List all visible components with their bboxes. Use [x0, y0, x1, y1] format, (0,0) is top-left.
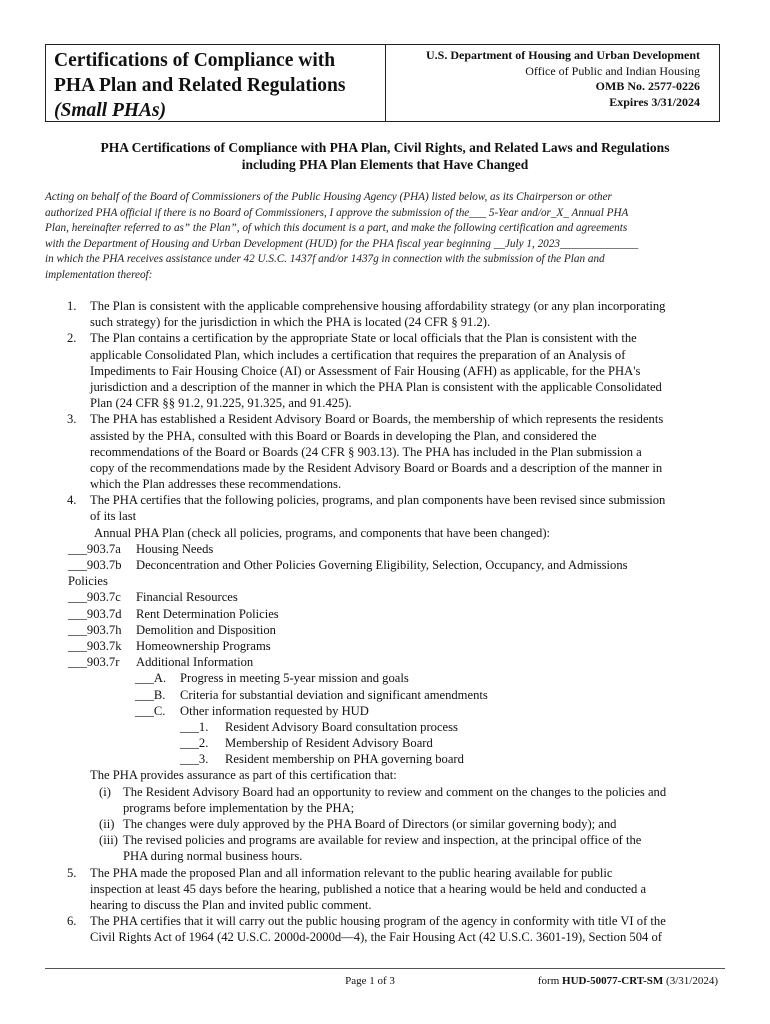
assurance-marker: (i) — [99, 784, 111, 799]
intro-line: Acting on behalf of the Board of Commissioners of the Public Housing Agency (PHA) listed below, as its Chairperson or other — [45, 191, 612, 203]
document-title-line1: PHA Certifications of Compliance with PHA Plan, Civil Rights, and Related Laws and Regulations — [100, 140, 670, 155]
document-title-line2: including PHA Plan Elements that Have Changed — [241, 157, 529, 172]
form-title-line2: PHA Plan and Related Regulations — [54, 75, 346, 96]
certification-list — [45, 298, 735, 946]
assurance-text: programs before implementation by the PHA; — [123, 800, 355, 815]
item-text: assisted by the PHA, consulted with this Board or Boards in developing the Plan, and considered the — [90, 428, 597, 443]
checklist-item-903-7c — [45, 589, 735, 605]
checklist-item-903-7k — [45, 638, 735, 654]
checklist-label: Progress in meeting 5-year mission and goals — [180, 671, 409, 686]
checkbox-blank[interactable]: ___1. — [180, 719, 209, 734]
item-text: copy of the recommendations made by the Resident Advisory Board or Boards and a description of the manner in — [90, 460, 663, 475]
item-number: 6. — [67, 914, 77, 929]
form-title-line1: Certifications of Compliance with — [54, 50, 336, 71]
omb-number: OMB No. 2577-0226 — [595, 79, 700, 93]
checklist-label: Rent Determination Policies — [136, 606, 279, 621]
checkbox-blank[interactable]: ___B. — [135, 687, 166, 702]
checklist-label-cont: Policies — [68, 574, 108, 589]
form-label: form — [537, 975, 560, 987]
assurance-marker: (ii) — [99, 817, 115, 831]
list-item-4 — [45, 492, 735, 508]
checklist-item-903-7a — [45, 541, 735, 557]
office-name: Office of Public and Indian Housing — [525, 63, 700, 78]
checkbox-blank[interactable]: ___3. — [180, 752, 209, 767]
checkbox-blank[interactable]: ___903.7r — [68, 655, 120, 670]
agency-box — [386, 45, 719, 121]
assurance-text: The Resident Advisory Board had an opportunity to review and comment on the changes to the policies and — [123, 784, 667, 799]
checklist-label: Additional Information — [136, 655, 254, 670]
checklist-label: Deconcentration and Other Policies Governing Eligibility, Selection, Occupancy, and Admissions — [136, 558, 628, 572]
list-item-5 — [45, 865, 735, 881]
checklist-label: Membership of Resident Advisory Board — [225, 736, 433, 751]
intro-paragraph — [45, 190, 725, 284]
intro-line: authorized PHA official if there is no Board of Commissioners, I approve the submission of the___ 5-Year and/or_X_ Annual PHA — [45, 206, 629, 219]
list-item-2 — [45, 330, 735, 346]
list-item-1 — [45, 298, 735, 314]
form-id: HUD-50077-CRT-SM — [562, 975, 664, 987]
checklist-label: Homeownership Programs — [136, 638, 271, 653]
checkbox-blank[interactable]: ___C. — [135, 703, 166, 718]
assurance-intro: The PHA provides assurance as part of this certification that: — [90, 768, 397, 783]
checkbox-blank[interactable]: ___A. — [135, 671, 167, 686]
item-text: Plan (24 CFR §§ 91.2, 91.225, 91.325, and 91.425). — [90, 396, 352, 411]
item-text: The PHA certifies that the following policies, programs, and plan components have been revised since submission — [90, 493, 666, 508]
agency-name: U.S. Department of Housing and Urban Development — [425, 48, 700, 62]
item-text: recommendations of the Board or Boards (24 CFR § 903.13). The PHA has included in the Plan submission a — [90, 444, 642, 459]
checklist-label: Other information requested by HUD — [180, 703, 369, 718]
checklist-label: Resident Advisory Board consultation process — [225, 719, 458, 734]
checklist-label: Financial Resources — [136, 590, 238, 605]
assurance-text: PHA during normal business hours. — [123, 849, 303, 864]
intro-line: in which the PHA receives assistance under 42 U.S.C. 1437f and/or 1437g in connection with the submission of the Plan and — [45, 253, 605, 266]
assurance-marker: (iii) — [99, 833, 118, 848]
checklist-item-903-7h — [45, 622, 735, 638]
assurance-text: The revised policies and programs are available for review and inspection, at the principal office of the — [123, 833, 642, 848]
item-text: The PHA certifies that it will carry out the public housing program of the agency in conformity with title VI of the — [90, 914, 666, 929]
document-title — [45, 139, 725, 173]
item-text: Annual PHA Plan (check all policies, programs, and components that have been changed): — [94, 525, 551, 540]
intro-line: with the Department of Housing and Urban Development (HUD) for the PHA fiscal year beginning __July 1, 2023______________ — [45, 237, 639, 250]
checkbox-blank[interactable]: ___903.7a — [68, 541, 121, 556]
footer-divider — [45, 968, 725, 969]
item-number: 3. — [67, 412, 77, 427]
assurance-item-iii — [45, 832, 735, 848]
checkbox-blank[interactable]: ___903.7c — [68, 590, 121, 605]
list-item-6 — [45, 913, 735, 929]
list-item-3 — [45, 411, 735, 427]
checkbox-blank[interactable]: ___903.7h — [68, 622, 122, 637]
item-number: 4. — [67, 493, 77, 508]
checklist-label: Housing Needs — [136, 541, 214, 556]
form-title-box — [46, 45, 386, 121]
item-text: Civil Rights Act of 1964 (42 U.S.C. 2000d-2000d—4), the Fair Housing Act (42 U.S.C. 3601-19), Section 504 of — [90, 930, 662, 945]
item-text: inspection at least 45 days before the hearing, published a notice that a hearing would be held and conducted a — [90, 881, 647, 896]
checkbox-blank[interactable]: ___903.7k — [68, 638, 122, 653]
checklist-label: Criteria for substantial deviation and significant amendments — [180, 687, 488, 702]
item-number: 5. — [67, 865, 77, 880]
item-text: The Plan is consistent with the applicable comprehensive housing affordability strategy (or any plan incorporating — [90, 299, 666, 313]
item-text: jurisdiction and a description of the manner in which the PHA Plan is consistent with the applicable Consolidated — [90, 379, 662, 394]
checklist-item-903-7r — [45, 654, 735, 670]
checklist-label: Demolition and Disposition — [136, 622, 276, 637]
expiration-date: Expires 3/31/2024 — [609, 94, 700, 109]
form-header — [45, 44, 720, 122]
form-number — [538, 975, 718, 987]
item-text: hearing to discuss the Plan and invited public comment. — [90, 897, 372, 912]
item-text: which the Plan addresses these recommendations. — [90, 477, 342, 492]
item-text: The Plan contains a certification by the appropriate State or local officials that the Plan is consistent with the — [90, 331, 637, 346]
checklist-item-903-7b — [45, 557, 735, 573]
item-text: applicable Consolidated Plan, which includes a certification that requires the preparation of an Analysis of — [90, 347, 626, 362]
checklist-subitem-2 — [45, 735, 735, 751]
intro-line: Plan, hereinafter referred to as” the Plan”, of which this document is a part, and make the following certification and agreements — [45, 222, 628, 235]
assurance-item-i — [45, 784, 735, 800]
item-text: The PHA has established a Resident Advisory Board or Boards, the membership of which represents the residents — [90, 412, 664, 427]
assurance-item-ii — [45, 816, 735, 832]
checklist-label: Resident membership on PHA governing board — [225, 752, 464, 767]
page-number: Page 1 of 3 — [345, 975, 395, 987]
item-text: of its last — [90, 509, 137, 524]
item-text: such strategy) for the jurisdiction in which the PHA is located (24 CFR § 91.2). — [90, 315, 491, 330]
checklist-subitem-b — [45, 687, 735, 703]
form-title-line3: (Small PHAs) — [54, 100, 167, 121]
item-text: Impediments to Fair Housing Choice (AI) or Assessment of Fair Housing (AFH) as applicable, for the PHA's — [90, 363, 641, 378]
checkbox-blank[interactable]: ___903.7b — [68, 558, 122, 572]
assurance-text: The changes were duly approved by the PHA Board of Directors (or similar governing body); and — [123, 817, 617, 831]
intro-line: implementation thereof: — [45, 268, 153, 281]
checklist-subitem-c — [45, 703, 735, 719]
form-date: (3/31/2024) — [666, 975, 718, 987]
checklist-subitem-1 — [45, 719, 735, 735]
checklist-subitem-a — [45, 670, 735, 686]
item-text: The PHA made the proposed Plan and all information relevant to the public hearing available for public — [90, 865, 613, 880]
checkbox-blank[interactable]: ___903.7d — [68, 606, 122, 621]
item-number: 2. — [67, 331, 77, 346]
checklist-item-903-7d — [45, 606, 735, 622]
checkbox-blank[interactable]: ___2. — [180, 736, 209, 751]
checklist-subitem-3 — [45, 751, 735, 767]
item-number: 1. — [67, 299, 77, 313]
